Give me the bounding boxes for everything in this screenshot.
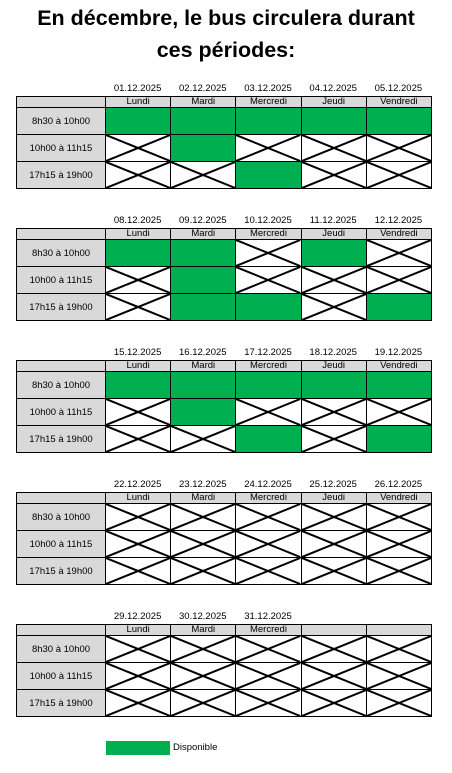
unavailable-cross-icon (171, 426, 235, 452)
slot-unavailable (171, 558, 236, 585)
unavailable-cross-icon (236, 267, 300, 293)
unavailable-cross-icon (367, 267, 431, 293)
time-slot-label: 8h30 à 10h00 (17, 372, 106, 399)
unavailable-cross-icon (302, 690, 366, 716)
slot-available (106, 372, 171, 399)
slot-available (171, 399, 236, 426)
slot-unavailable (236, 135, 301, 162)
slot-available (366, 372, 431, 399)
table-row (17, 135, 432, 162)
slot-available (236, 294, 301, 321)
day-header: Lundi (106, 493, 171, 504)
slot-unavailable (301, 162, 366, 189)
day-header: Mardi (171, 97, 236, 108)
table-row (17, 240, 432, 267)
header-corner (17, 361, 106, 372)
slot-unavailable (106, 663, 171, 690)
date-label: 22.12.2025 (113, 479, 162, 490)
unavailable-cross-icon (367, 690, 431, 716)
header-corner (17, 493, 106, 504)
unavailable-cross-icon (302, 399, 366, 425)
slot-unavailable (366, 663, 431, 690)
unavailable-cross-icon (171, 531, 235, 557)
slot-unavailable (366, 504, 431, 531)
table-row (17, 294, 432, 321)
slot-available (301, 240, 366, 267)
day-header (301, 625, 366, 636)
slot-available (301, 108, 366, 135)
unavailable-cross-icon (236, 663, 300, 689)
slot-unavailable (106, 267, 171, 294)
time-slot-label: 10h00 à 11h15 (17, 399, 106, 426)
unavailable-cross-icon (171, 690, 235, 716)
time-slot-label: 17h15 à 19h00 (17, 690, 106, 717)
page-title (0, 2, 452, 66)
day-header: Mercredi (236, 97, 301, 108)
unavailable-cross-icon (367, 162, 431, 188)
slot-unavailable (301, 267, 366, 294)
slot-available (171, 372, 236, 399)
legend-swatch-available (106, 741, 170, 755)
date-label: 18.12.2025 (309, 347, 357, 358)
unavailable-cross-icon (171, 663, 235, 689)
day-header: Mercredi (236, 361, 301, 372)
day-header: Mardi (171, 493, 236, 504)
time-slot-label: 17h15 à 19h00 (17, 294, 106, 321)
slot-unavailable (171, 162, 236, 189)
unavailable-cross-icon (106, 663, 170, 689)
slot-unavailable (301, 504, 366, 531)
slot-available (171, 135, 236, 162)
time-slot-label: 8h30 à 10h00 (17, 240, 106, 267)
slot-unavailable (106, 294, 171, 321)
slot-unavailable (366, 267, 431, 294)
date-label: 15.12.2025 (113, 347, 162, 358)
table-row (17, 267, 432, 294)
unavailable-cross-icon (236, 558, 300, 584)
time-slot-label: 10h00 à 11h15 (17, 531, 106, 558)
date-label: 25.12.2025 (309, 479, 357, 490)
week-dates (105, 82, 431, 96)
table-row (17, 663, 432, 690)
unavailable-cross-icon (236, 240, 300, 266)
unavailable-cross-icon (106, 558, 170, 584)
day-header: Lundi (106, 229, 171, 240)
unavailable-cross-icon (106, 294, 170, 320)
day-header: Mercredi (236, 625, 301, 636)
slot-available (171, 267, 236, 294)
unavailable-cross-icon (302, 504, 366, 530)
slot-unavailable (301, 135, 366, 162)
slot-available (106, 240, 171, 267)
time-slot-label: 10h00 à 11h15 (17, 267, 106, 294)
legend-label: Disponible (173, 742, 218, 753)
schedule-table (16, 492, 432, 585)
table-row (17, 399, 432, 426)
time-slot-label: 8h30 à 10h00 (17, 108, 106, 135)
table-row (17, 690, 432, 717)
slot-unavailable (366, 162, 431, 189)
date-label: 26.12.2025 (374, 479, 423, 490)
week-dates (105, 346, 431, 360)
unavailable-cross-icon (236, 135, 300, 161)
unavailable-cross-icon (106, 690, 170, 716)
time-slot-label: 17h15 à 19h00 (17, 426, 106, 453)
unavailable-cross-icon (302, 135, 366, 161)
slot-unavailable (106, 399, 171, 426)
slot-unavailable (366, 690, 431, 717)
unavailable-cross-icon (367, 399, 431, 425)
day-header: Jeudi (301, 97, 366, 108)
unavailable-cross-icon (302, 426, 366, 452)
day-header: Jeudi (301, 361, 366, 372)
date-label: 11.12.2025 (309, 215, 357, 226)
slot-unavailable (366, 558, 431, 585)
unavailable-cross-icon (302, 636, 366, 662)
slot-unavailable (106, 531, 171, 558)
slot-unavailable (236, 690, 301, 717)
date-label: 04.12.2025 (309, 83, 357, 94)
date-label: 02.12.2025 (179, 83, 227, 94)
slot-unavailable (301, 294, 366, 321)
unavailable-cross-icon (367, 135, 431, 161)
time-slot-label: 17h15 à 19h00 (17, 558, 106, 585)
day-header: Vendredi (366, 229, 431, 240)
time-slot-label: 8h30 à 10h00 (17, 504, 106, 531)
slot-unavailable (301, 399, 366, 426)
schedule-table (16, 228, 432, 321)
date-label: 10.12.2025 (244, 215, 292, 226)
slot-available (236, 372, 301, 399)
unavailable-cross-icon (106, 636, 170, 662)
unavailable-cross-icon (236, 504, 300, 530)
unavailable-cross-icon (367, 504, 431, 530)
unavailable-cross-icon (106, 135, 170, 161)
slot-unavailable (301, 531, 366, 558)
slot-unavailable (106, 636, 171, 663)
table-row (17, 531, 432, 558)
unavailable-cross-icon (106, 426, 170, 452)
slot-unavailable (236, 531, 301, 558)
slot-unavailable (171, 531, 236, 558)
day-header: Jeudi (301, 229, 366, 240)
unavailable-cross-icon (302, 162, 366, 188)
date-label: 16.12.2025 (179, 347, 227, 358)
unavailable-cross-icon (302, 531, 366, 557)
slot-available (366, 294, 431, 321)
slot-unavailable (171, 426, 236, 453)
header-corner (17, 229, 106, 240)
slot-unavailable (171, 690, 236, 717)
unavailable-cross-icon (171, 162, 235, 188)
unavailable-cross-icon (106, 162, 170, 188)
slot-unavailable (366, 636, 431, 663)
date-label: 03.12.2025 (244, 83, 292, 94)
unavailable-cross-icon (106, 531, 170, 557)
day-header: Lundi (106, 97, 171, 108)
unavailable-cross-icon (171, 636, 235, 662)
unavailable-cross-icon (367, 663, 431, 689)
slot-available (366, 108, 431, 135)
slot-unavailable (106, 504, 171, 531)
day-header-row (17, 229, 432, 240)
day-header: Mercredi (236, 229, 301, 240)
slot-unavailable (106, 690, 171, 717)
unavailable-cross-icon (367, 636, 431, 662)
slot-available (236, 108, 301, 135)
slot-unavailable (366, 531, 431, 558)
slot-unavailable (236, 399, 301, 426)
week-dates (105, 478, 431, 492)
date-label: 30.12.2025 (179, 611, 227, 622)
table-row (17, 558, 432, 585)
table-row (17, 108, 432, 135)
schedule-table (16, 96, 432, 189)
day-header-row (17, 493, 432, 504)
slot-unavailable (106, 426, 171, 453)
page-title-line-2: ces périodes: (156, 38, 296, 62)
day-header: Lundi (106, 625, 171, 636)
date-label: 31.12.2025 (244, 611, 292, 622)
unavailable-cross-icon (367, 240, 431, 266)
table-row (17, 372, 432, 399)
table-row (17, 162, 432, 189)
header-corner (17, 625, 106, 636)
page-title-line-1: En décembre, le bus circulera durant (37, 6, 415, 30)
day-header: Vendredi (366, 97, 431, 108)
slot-unavailable (171, 663, 236, 690)
slot-available (236, 426, 301, 453)
slot-unavailable (236, 663, 301, 690)
date-label: 05.12.2025 (374, 83, 423, 94)
unavailable-cross-icon (171, 504, 235, 530)
slot-unavailable (301, 558, 366, 585)
time-slot-label: 10h00 à 11h15 (17, 135, 106, 162)
date-label: 23.12.2025 (179, 479, 227, 490)
date-label: 12.12.2025 (374, 215, 423, 226)
table-row (17, 426, 432, 453)
date-label: 29.12.2025 (113, 611, 162, 622)
day-header: Lundi (106, 361, 171, 372)
slot-unavailable (171, 504, 236, 531)
date-label: 09.12.2025 (179, 215, 227, 226)
slot-unavailable (106, 162, 171, 189)
slot-available (106, 108, 171, 135)
date-label: 24.12.2025 (244, 479, 292, 490)
table-row (17, 636, 432, 663)
slot-unavailable (366, 399, 431, 426)
time-slot-label: 8h30 à 10h00 (17, 636, 106, 663)
slot-unavailable (301, 426, 366, 453)
week-dates (105, 214, 431, 228)
slot-available (171, 294, 236, 321)
unavailable-cross-icon (236, 399, 300, 425)
slot-unavailable (236, 558, 301, 585)
time-slot-label: 17h15 à 19h00 (17, 162, 106, 189)
table-row (17, 504, 432, 531)
day-header-row (17, 625, 432, 636)
unavailable-cross-icon (367, 531, 431, 557)
time-slot-label: 10h00 à 11h15 (17, 663, 106, 690)
slot-unavailable (366, 135, 431, 162)
slot-unavailable (236, 504, 301, 531)
slot-unavailable (301, 690, 366, 717)
day-header: Mardi (171, 229, 236, 240)
day-header-row (17, 361, 432, 372)
schedule-table (16, 360, 432, 453)
date-label: 08.12.2025 (113, 215, 162, 226)
slot-unavailable (301, 663, 366, 690)
day-header: Jeudi (301, 493, 366, 504)
unavailable-cross-icon (236, 690, 300, 716)
day-header: Mercredi (236, 493, 301, 504)
week-dates (105, 610, 431, 624)
slot-unavailable (236, 267, 301, 294)
unavailable-cross-icon (302, 294, 366, 320)
date-label: 01.12.2025 (113, 83, 162, 94)
unavailable-cross-icon (367, 558, 431, 584)
slot-available (236, 162, 301, 189)
unavailable-cross-icon (236, 636, 300, 662)
date-label: 17.12.2025 (244, 347, 292, 358)
slot-unavailable (236, 240, 301, 267)
slot-unavailable (236, 636, 301, 663)
slot-available (171, 240, 236, 267)
unavailable-cross-icon (236, 531, 300, 557)
slot-unavailable (106, 135, 171, 162)
unavailable-cross-icon (171, 558, 235, 584)
date-label: 19.12.2025 (374, 347, 423, 358)
unavailable-cross-icon (106, 399, 170, 425)
slot-unavailable (106, 558, 171, 585)
slot-unavailable (171, 636, 236, 663)
slot-unavailable (301, 636, 366, 663)
unavailable-cross-icon (302, 267, 366, 293)
day-header (366, 625, 431, 636)
day-header: Mardi (171, 361, 236, 372)
day-header: Mardi (171, 625, 236, 636)
unavailable-cross-icon (106, 504, 170, 530)
slot-available (171, 108, 236, 135)
day-header-row (17, 97, 432, 108)
slot-available (366, 426, 431, 453)
slot-available (301, 372, 366, 399)
unavailable-cross-icon (302, 558, 366, 584)
header-corner (17, 97, 106, 108)
day-header: Vendredi (366, 361, 431, 372)
day-header: Vendredi (366, 493, 431, 504)
slot-unavailable (366, 240, 431, 267)
schedule-table (16, 624, 432, 717)
unavailable-cross-icon (302, 663, 366, 689)
unavailable-cross-icon (106, 267, 170, 293)
